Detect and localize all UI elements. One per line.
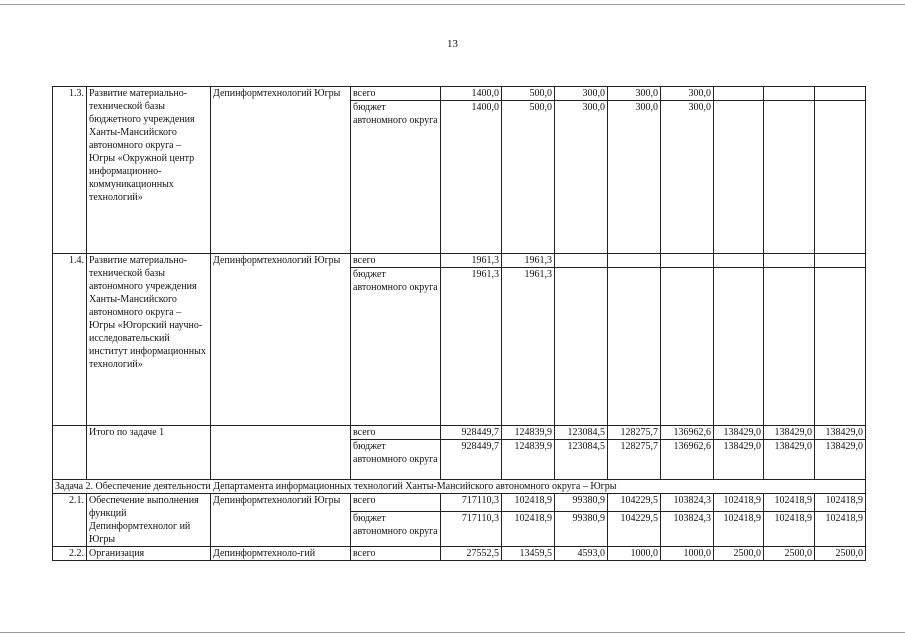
amount-cell: 138429,0 <box>815 440 866 480</box>
amount-cell: 300,0 <box>555 87 608 101</box>
amount-cell: 13459,5 <box>502 547 555 561</box>
funding-source-cell: бюджет автономного округа <box>351 101 441 254</box>
amount-cell: 123084,5 <box>555 440 608 480</box>
executor-cell: Депинформтехнологий Югры <box>211 254 351 426</box>
executor-cell: Депинформтехнологий Югры <box>211 494 351 547</box>
amount-cell: 1400,0 <box>441 101 502 254</box>
measure-name-cell: Итого по задаче 1 <box>87 426 211 480</box>
amount-cell: 300,0 <box>661 101 714 254</box>
amount-cell: 123084,5 <box>555 426 608 440</box>
funding-source-cell: всего <box>351 547 441 561</box>
funding-source-cell: всего <box>351 426 441 440</box>
amount-cell: 300,0 <box>608 87 661 101</box>
measure-name-cell: Развитие материально-технической базы бюджетного учреждения Ханты-Мансийского автономного округа – Югры «Окружной центр информационно-коммуникационных технологий» <box>87 87 211 254</box>
amount-cell <box>764 254 815 268</box>
amount-cell: 1961,3 <box>502 268 555 426</box>
amount-cell: 1961,3 <box>502 254 555 268</box>
amount-cell: 27552,5 <box>441 547 502 561</box>
amount-cell: 2500,0 <box>764 547 815 561</box>
amount-cell: 4593,0 <box>555 547 608 561</box>
executor-cell: Депинформтехнологий Югры <box>211 87 351 254</box>
table-row <box>53 494 866 512</box>
amount-cell: 300,0 <box>661 87 714 101</box>
executor-cell: Депинформтехноло-гий <box>211 547 351 561</box>
funding-source-cell: бюджет автономного округа <box>351 511 441 546</box>
amount-cell: 124839,9 <box>502 426 555 440</box>
amount-cell: 928449,7 <box>441 426 502 440</box>
amount-cell <box>714 101 764 254</box>
table-row <box>53 254 866 268</box>
amount-cell: 99380,9 <box>555 511 608 546</box>
amount-cell: 102418,9 <box>815 494 866 512</box>
amount-cell <box>815 87 866 101</box>
amount-cell <box>608 268 661 426</box>
measure-name-cell: Развитие материально-технической базы автономного учреждения Ханты-Мансийского автономного округа – Югры «Югорский научно-исследовательский институт информационных технологий» <box>87 254 211 426</box>
amount-cell <box>714 268 764 426</box>
amount-cell: 1000,0 <box>608 547 661 561</box>
funding-source-cell: всего <box>351 494 441 512</box>
amount-cell <box>714 254 764 268</box>
task-heading-row <box>53 480 866 494</box>
measure-name-cell: Организация <box>87 547 211 561</box>
amount-cell <box>815 101 866 254</box>
amount-cell: 1961,3 <box>441 268 502 426</box>
amount-cell: 138429,0 <box>815 426 866 440</box>
amount-cell: 128275,7 <box>608 426 661 440</box>
amount-cell <box>661 254 714 268</box>
amount-cell: 103824,3 <box>661 511 714 546</box>
measure-number-cell: 2.2. <box>53 547 87 561</box>
measure-number-cell: 1.4. <box>53 254 87 426</box>
table-row <box>53 87 866 101</box>
amount-cell: 136962,6 <box>661 426 714 440</box>
amount-cell: 300,0 <box>608 101 661 254</box>
amount-cell <box>555 254 608 268</box>
page-number: 13 <box>447 38 458 50</box>
amount-cell <box>764 268 815 426</box>
amount-cell <box>764 101 815 254</box>
amount-cell: 102418,9 <box>815 511 866 546</box>
amount-cell <box>815 268 866 426</box>
amount-cell: 138429,0 <box>764 440 815 480</box>
amount-cell: 103824,3 <box>661 494 714 512</box>
amount-cell: 2500,0 <box>815 547 866 561</box>
amount-cell: 124839,9 <box>502 440 555 480</box>
amount-cell: 138429,0 <box>714 440 764 480</box>
table-row <box>53 547 866 561</box>
amount-cell: 104229,5 <box>608 494 661 512</box>
amount-cell: 1400,0 <box>441 87 502 101</box>
amount-cell <box>714 87 764 101</box>
measure-number-cell: 1.3. <box>53 87 87 254</box>
amount-cell: 500,0 <box>502 87 555 101</box>
task-heading-cell: Задача 2. Обеспечение деятельности Департамента информационных технологий Ханты-Мансийского автономного округа – Югры <box>53 480 866 494</box>
amount-cell: 300,0 <box>555 101 608 254</box>
scan-edge-line <box>0 4 905 5</box>
amount-cell: 1961,3 <box>441 254 502 268</box>
amount-cell: 99380,9 <box>555 494 608 512</box>
funding-source-cell: бюджет автономного округа <box>351 268 441 426</box>
amount-cell: 138429,0 <box>764 426 815 440</box>
amount-cell: 717110,3 <box>441 494 502 512</box>
amount-cell: 102418,9 <box>502 494 555 512</box>
funding-source-cell: всего <box>351 254 441 268</box>
table-row <box>53 426 866 440</box>
amount-cell: 1000,0 <box>661 547 714 561</box>
amount-cell <box>555 268 608 426</box>
funding-source-cell: бюджет автономного округа <box>351 440 441 480</box>
amount-cell: 136962,6 <box>661 440 714 480</box>
amount-cell: 104229,5 <box>608 511 661 546</box>
amount-cell: 102418,9 <box>714 511 764 546</box>
executor-cell <box>211 426 351 480</box>
budget-table <box>52 86 866 561</box>
amount-cell: 500,0 <box>502 101 555 254</box>
amount-cell: 2500,0 <box>714 547 764 561</box>
scan-edge-line <box>0 632 905 633</box>
amount-cell: 102418,9 <box>764 511 815 546</box>
amount-cell: 102418,9 <box>764 494 815 512</box>
amount-cell <box>815 254 866 268</box>
amount-cell <box>661 268 714 426</box>
measure-number-cell <box>53 426 87 480</box>
amount-cell: 128275,7 <box>608 440 661 480</box>
funding-source-cell: всего <box>351 87 441 101</box>
amount-cell: 138429,0 <box>714 426 764 440</box>
amount-cell: 717110,3 <box>441 511 502 546</box>
amount-cell: 102418,9 <box>502 511 555 546</box>
measure-name-cell: Обеспечение выполнения функций Депинформтехнолог ий Югры <box>87 494 211 547</box>
amount-cell: 928449,7 <box>441 440 502 480</box>
amount-cell <box>608 254 661 268</box>
amount-cell: 102418,9 <box>714 494 764 512</box>
measure-number-cell: 2.1. <box>53 494 87 547</box>
amount-cell <box>764 87 815 101</box>
